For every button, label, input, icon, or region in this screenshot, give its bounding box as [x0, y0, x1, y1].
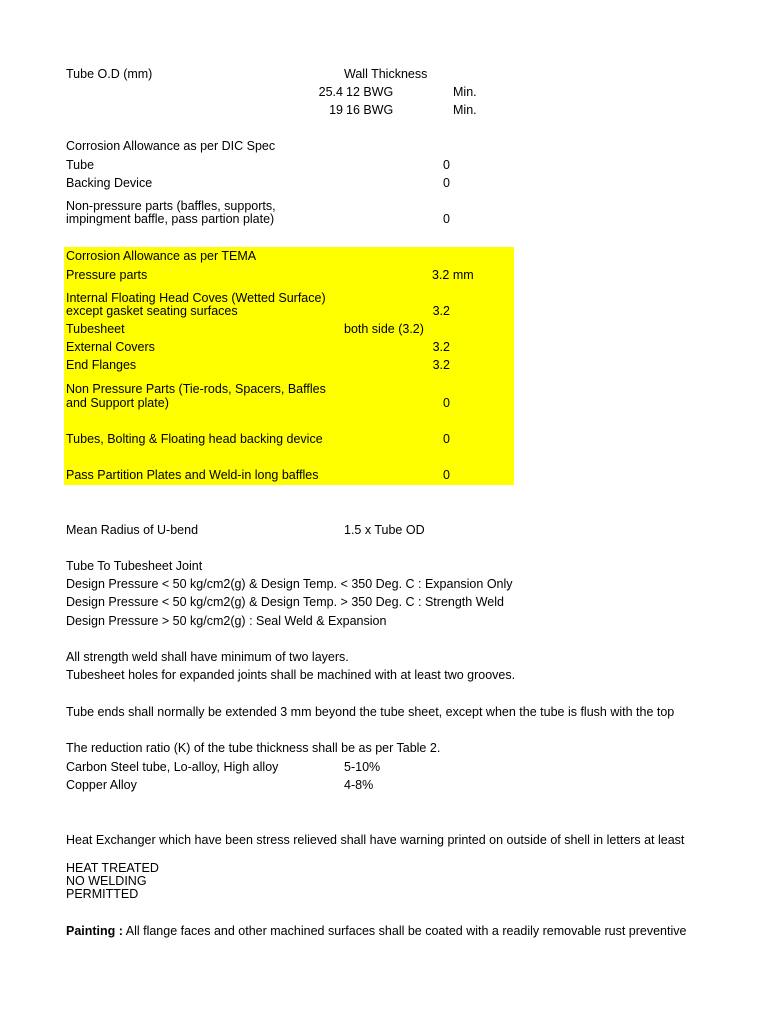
- ca-dic-nonpressure-value: 0: [443, 212, 450, 226]
- ca-dic-tube-label: Tube: [66, 158, 95, 172]
- tema-pressure-label: Pressure parts: [66, 268, 148, 282]
- tema-nonpressure-value: 0: [443, 396, 450, 410]
- tema-floating-line1: Internal Floating Head Coves (Wetted Surface): [66, 291, 326, 305]
- painting-row: [66, 925, 686, 938]
- tema-end-flanges-label: End Flanges: [66, 358, 137, 372]
- stress-line-3: PERMITTED: [66, 887, 139, 901]
- tema-pass-partition-label: Pass Partition Plates and Weld-in long baffles: [66, 468, 319, 482]
- tema-ext-covers-label: External Covers: [66, 340, 155, 354]
- tema-floating-line2: except gasket seating surfaces: [66, 304, 238, 318]
- reduction-cs-label: Carbon Steel tube, Lo-alloy, High alloy: [66, 760, 279, 774]
- tube-od-label: Tube O.D (mm): [66, 67, 153, 81]
- joint-line-1: Design Pressure < 50 kg/cm2(g) & Design Temp. < 350 Deg. C : Expansion Only: [66, 577, 513, 591]
- tube-od-value-2: 19: [329, 103, 343, 117]
- ca-dic-backing-label: Backing Device: [66, 176, 153, 190]
- stress-line-2: NO WELDING: [66, 874, 147, 888]
- stress-line-1: HEAT TREATED: [66, 861, 159, 875]
- tube-min-1: Min.: [453, 85, 477, 99]
- wall-thickness-label: Wall Thickness: [344, 67, 428, 81]
- reduction-cu-label: Copper Alloy: [66, 778, 137, 792]
- painting-label: Painting :: [66, 924, 123, 938]
- tema-tubes-bolting-label: Tubes, Bolting & Floating head backing device: [66, 432, 323, 446]
- tema-ext-covers-value: 3.2: [432, 340, 450, 354]
- tema-floating-value: 3.2: [432, 304, 450, 318]
- reduction-heading: The reduction ratio (K) of the tube thickness shall be as per Table 2.: [66, 741, 441, 755]
- painting-text: All flange faces and other machined surfaces shall be coated with a readily removable rust preventive: [122, 924, 687, 938]
- ubend-value: 1.5 x Tube OD: [344, 523, 425, 537]
- tema-pressure-value: 3.2 mm: [432, 268, 474, 282]
- ca-dic-backing-value: 0: [443, 176, 450, 190]
- ca-dic-heading: Corrosion Allowance as per DIC Spec: [66, 139, 276, 153]
- joint-heading: Tube To Tubesheet Joint: [66, 559, 203, 573]
- weld-line-1: All strength weld shall have minimum of two layers.: [66, 650, 349, 664]
- ca-dic-nonpressure-line2: impingment baffle, pass partion plate): [66, 212, 275, 226]
- ca-dic-nonpressure-line1: Non-pressure parts (baffles, supports,: [66, 199, 276, 213]
- ca-tema-heading: Corrosion Allowance as per TEMA: [66, 249, 257, 263]
- tema-nonpressure-line2: and Support plate): [66, 396, 169, 410]
- reduction-cs-value: 5-10%: [344, 760, 381, 774]
- joint-line-3: Design Pressure > 50 kg/cm2(g) : Seal Weld & Expansion: [66, 614, 387, 628]
- tema-nonpressure-line1: Non Pressure Parts (Tie-rods, Spacers, Baffles: [66, 382, 326, 396]
- ubend-label: Mean Radius of U-bend: [66, 523, 199, 537]
- tube-min-2: Min.: [453, 103, 477, 117]
- tube-bwg-1: 12 BWG: [346, 85, 394, 99]
- tema-tubes-bolting-value: 0: [443, 432, 450, 446]
- tema-tubesheet-label: Tubesheet: [66, 322, 125, 336]
- tube-od-value-1: 25.4: [318, 85, 343, 99]
- tema-end-flanges-value: 3.2: [432, 358, 450, 372]
- ca-dic-tube-value: 0: [443, 158, 450, 172]
- tema-tubesheet-value: both side (3.2): [344, 322, 424, 336]
- tube-bwg-2: 16 BWG: [346, 103, 394, 117]
- tema-pass-partition-value: 0: [443, 468, 450, 482]
- stress-text: Heat Exchanger which have been stress relieved shall have warning printed on outside of shell in letters at least: [66, 833, 685, 847]
- weld-line-2: Tubesheet holes for expanded joints shall be machined with at least two grooves.: [66, 668, 516, 682]
- joint-line-2: Design Pressure < 50 kg/cm2(g) & Design Temp. > 350 Deg. C : Strength Weld: [66, 595, 504, 609]
- reduction-cu-value: 4-8%: [344, 778, 374, 792]
- tube-ends-text: Tube ends shall normally be extended 3 mm beyond the tube sheet, except when the tube is flush with the top: [66, 705, 675, 719]
